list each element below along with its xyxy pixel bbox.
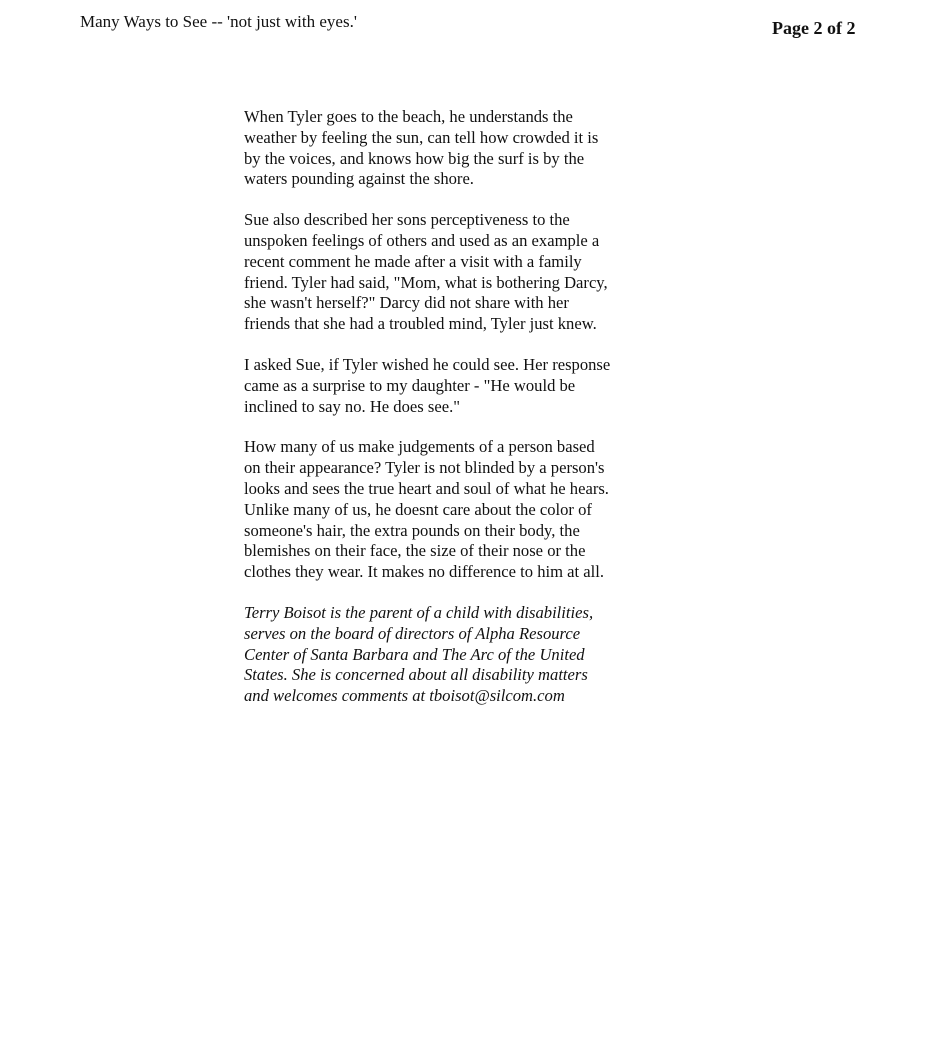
bio-line: Center of Santa Barbara and The Arc of the United [244,644,585,664]
paragraph-line: Unlike many of us, he doesnt care about the color of [244,499,592,519]
bio-line: and welcomes comments at tboisot@silcom.com [244,686,565,706]
paragraph-line: I asked Sue, if Tyler wished he could see. Her response [244,354,611,374]
paragraph-line: inclined to say no. He does see." [244,396,460,416]
paragraph-line: blemishes on their face, the size of their nose or the [244,541,586,561]
article-paragraph-beach [244,107,674,190]
paragraph-line: friend. Tyler had said, "Mom, what is bothering Darcy, [244,272,608,292]
article-paragraph-perceptiveness [244,210,674,335]
article-body [244,107,674,727]
bio-line: Terry Boisot is the parent of a child with disabilities, [244,602,594,622]
bio-line: serves on the board of directors of Alpha Resource [244,623,581,643]
paragraph-line: recent comment he made after a visit with a family [244,251,582,271]
paragraph-line: How many of us make judgements of a person based [244,437,595,457]
paragraph-line: friends that she had a troubled mind, Tyler just knew. [244,314,597,334]
paragraph-line: by the voices, and knows how big the surf is by the [244,148,585,168]
paragraph-line: Sue also described her sons perceptiveness to the [244,210,570,230]
paragraph-line: someone's hair, the extra pounds on their body, the [244,520,580,540]
paragraph-line: waters pounding against the shore. [244,169,474,189]
paragraph-line: clothes they wear. It makes no difference to him at all. [244,562,605,582]
document-header-title: Many Ways to See -- 'not just with eyes.' [80,12,357,31]
article-paragraph-judgements [244,437,674,583]
paragraph-line: unspoken feelings of others and used as an example a [244,230,600,250]
paragraph-line: weather by feeling the sun, can tell how crowded it is [244,127,599,147]
paragraph-line: When Tyler goes to the beach, he understands the [244,107,573,126]
article-paragraph-question [244,355,674,417]
paragraph-line: she wasn't herself?" Darcy did not share with her [244,293,569,313]
paragraph-line: looks and sees the true heart and soul of what he hears. [244,478,609,498]
page-number: Page 2 of 2 [772,18,856,38]
paragraph-line: on their appearance? Tyler is not blinded by a person's [244,458,605,478]
author-bio [244,603,674,707]
paragraph-line: came as a surprise to my daughter - "He would be [244,375,576,395]
bio-line: States. She is concerned about all disability matters [244,665,588,685]
